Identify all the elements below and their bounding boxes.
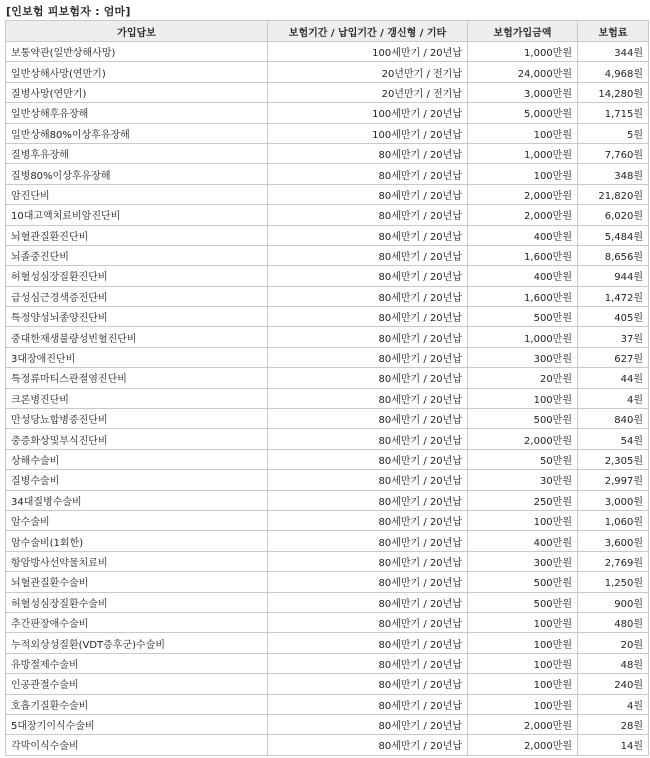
amount-cell: 30만원 bbox=[468, 470, 578, 490]
premium-cell: 3,000원 bbox=[578, 490, 649, 510]
period-cell: 80세만기 / 20년납 bbox=[268, 205, 468, 225]
coverage-name-cell: 추간판장애수술비 bbox=[6, 612, 268, 632]
premium-cell: 21,820원 bbox=[578, 184, 649, 204]
amount-cell: 3,000만원 bbox=[468, 82, 578, 102]
premium-cell: 4원 bbox=[578, 388, 649, 408]
premium-cell: 1,715원 bbox=[578, 103, 649, 123]
period-cell: 80세만기 / 20년납 bbox=[268, 164, 468, 184]
table-row bbox=[6, 225, 649, 245]
table-row bbox=[6, 143, 649, 163]
premium-cell: 37원 bbox=[578, 327, 649, 347]
period-cell: 80세만기 / 20년납 bbox=[268, 612, 468, 632]
premium-cell: 28원 bbox=[578, 714, 649, 734]
period-cell: 80세만기 / 20년납 bbox=[268, 592, 468, 612]
amount-cell: 2,000만원 bbox=[468, 205, 578, 225]
period-cell: 80세만기 / 20년납 bbox=[268, 266, 468, 286]
amount-cell: 1,000만원 bbox=[468, 143, 578, 163]
amount-cell: 1,600만원 bbox=[468, 286, 578, 306]
premium-cell: 240원 bbox=[578, 674, 649, 694]
premium-cell: 5,484원 bbox=[578, 225, 649, 245]
amount-cell: 1,000만원 bbox=[468, 42, 578, 62]
premium-cell: 627원 bbox=[578, 347, 649, 367]
premium-cell: 8,656원 bbox=[578, 245, 649, 265]
table-row bbox=[6, 245, 649, 265]
premium-cell: 840원 bbox=[578, 409, 649, 429]
premium-cell: 3,600원 bbox=[578, 531, 649, 551]
premium-cell: 2,769원 bbox=[578, 551, 649, 571]
table-row bbox=[6, 205, 649, 225]
period-cell: 80세만기 / 20년납 bbox=[268, 653, 468, 673]
period-cell: 80세만기 / 20년납 bbox=[268, 327, 468, 347]
period-cell: 80세만기 / 20년납 bbox=[268, 551, 468, 571]
coverage-name-cell: 항암방사선약물치료비 bbox=[6, 551, 268, 571]
premium-cell: 14원 bbox=[578, 735, 649, 755]
amount-cell: 100만원 bbox=[468, 510, 578, 530]
coverage-name-cell: 질병수술비 bbox=[6, 470, 268, 490]
period-cell: 100세만기 / 20년납 bbox=[268, 103, 468, 123]
table-row bbox=[6, 409, 649, 429]
premium-cell: 405원 bbox=[578, 307, 649, 327]
coverage-name-cell: 질병80%이상후유장해 bbox=[6, 164, 268, 184]
table-row bbox=[6, 347, 649, 367]
premium-cell: 6,020원 bbox=[578, 205, 649, 225]
coverage-name-cell: 일반상해후유장해 bbox=[6, 103, 268, 123]
coverage-name-cell: 뇌혈관질환진단비 bbox=[6, 225, 268, 245]
amount-cell: 500만원 bbox=[468, 409, 578, 429]
table-row bbox=[6, 184, 649, 204]
period-cell: 80세만기 / 20년납 bbox=[268, 674, 468, 694]
coverage-name-cell: 상해수술비 bbox=[6, 449, 268, 469]
table-body bbox=[6, 42, 649, 756]
coverage-name-cell: 특정양성뇌종양진단비 bbox=[6, 307, 268, 327]
amount-cell: 300만원 bbox=[468, 551, 578, 571]
amount-cell: 2,000만원 bbox=[468, 429, 578, 449]
premium-cell: 1,060원 bbox=[578, 510, 649, 530]
premium-cell: 900원 bbox=[578, 592, 649, 612]
period-cell: 80세만기 / 20년납 bbox=[268, 714, 468, 734]
amount-cell: 400만원 bbox=[468, 531, 578, 551]
amount-cell: 2,000만원 bbox=[468, 714, 578, 734]
amount-cell: 100만원 bbox=[468, 164, 578, 184]
period-cell: 80세만기 / 20년납 bbox=[268, 245, 468, 265]
coverage-name-cell: 일반상해80%이상후유장해 bbox=[6, 123, 268, 143]
period-cell: 80세만기 / 20년납 bbox=[268, 694, 468, 714]
table-row bbox=[6, 123, 649, 143]
table-row bbox=[6, 103, 649, 123]
period-cell: 20년만기 / 전기납 bbox=[268, 62, 468, 82]
table-row bbox=[6, 633, 649, 653]
period-cell: 80세만기 / 20년납 bbox=[268, 225, 468, 245]
page-title: [인보험 피보험자 : 엄마] bbox=[6, 5, 131, 18]
coverage-name-cell: 특정류마티스관절염진단비 bbox=[6, 368, 268, 388]
table-row bbox=[6, 286, 649, 306]
premium-cell: 4원 bbox=[578, 694, 649, 714]
coverage-name-cell: 누적외상성질환(VDT증후군)수술비 bbox=[6, 633, 268, 653]
premium-cell: 2,997원 bbox=[578, 470, 649, 490]
premium-cell: 54원 bbox=[578, 429, 649, 449]
table-row bbox=[6, 735, 649, 755]
premium-cell: 348원 bbox=[578, 164, 649, 184]
header-period: 보험기간 / 납입기간 / 갱신형 / 기타 bbox=[268, 21, 468, 42]
coverage-name-cell: 인공관절수술비 bbox=[6, 674, 268, 694]
amount-cell: 300만원 bbox=[468, 347, 578, 367]
amount-cell: 20만원 bbox=[468, 368, 578, 388]
amount-cell: 100만원 bbox=[468, 674, 578, 694]
amount-cell: 400만원 bbox=[468, 266, 578, 286]
amount-cell: 24,000만원 bbox=[468, 62, 578, 82]
table-row bbox=[6, 62, 649, 82]
premium-cell: 1,250원 bbox=[578, 572, 649, 592]
coverage-name-cell: 크론병진단비 bbox=[6, 388, 268, 408]
amount-cell: 100만원 bbox=[468, 653, 578, 673]
period-cell: 80세만기 / 20년납 bbox=[268, 531, 468, 551]
coverage-name-cell: 허혈성심장질환수술비 bbox=[6, 592, 268, 612]
amount-cell: 500만원 bbox=[468, 307, 578, 327]
premium-cell: 5원 bbox=[578, 123, 649, 143]
coverage-name-cell: 허혈성심장질환진단비 bbox=[6, 266, 268, 286]
coverage-name-cell: 만성당뇨합병증진단비 bbox=[6, 409, 268, 429]
period-cell: 80세만기 / 20년납 bbox=[268, 470, 468, 490]
coverage-name-cell: 중대한재생불량성빈혈진단비 bbox=[6, 327, 268, 347]
amount-cell: 100만원 bbox=[468, 633, 578, 653]
coverage-name-cell: 일반상해사망(연만기) bbox=[6, 62, 268, 82]
period-cell: 80세만기 / 20년납 bbox=[268, 184, 468, 204]
coverage-name-cell: 뇌혈관질환수술비 bbox=[6, 572, 268, 592]
table-row bbox=[6, 694, 649, 714]
coverage-name-cell: 유방절제수술비 bbox=[6, 653, 268, 673]
amount-cell: 50만원 bbox=[468, 449, 578, 469]
header-coverage: 가입담보 bbox=[6, 21, 268, 42]
coverage-name-cell: 호흡기질환수술비 bbox=[6, 694, 268, 714]
amount-cell: 2,000만원 bbox=[468, 735, 578, 755]
premium-cell: 14,280원 bbox=[578, 82, 649, 102]
table-row bbox=[6, 388, 649, 408]
period-cell: 20년만기 / 전기납 bbox=[268, 82, 468, 102]
coverage-name-cell: 보통약관(일반상해사망) bbox=[6, 42, 268, 62]
premium-cell: 7,760원 bbox=[578, 143, 649, 163]
period-cell: 80세만기 / 20년납 bbox=[268, 286, 468, 306]
coverage-name-cell: 암진단비 bbox=[6, 184, 268, 204]
table-row bbox=[6, 612, 649, 632]
premium-cell: 4,968원 bbox=[578, 62, 649, 82]
coverage-name-cell: 암수술비(1회한) bbox=[6, 531, 268, 551]
period-cell: 80세만기 / 20년납 bbox=[268, 449, 468, 469]
table-row bbox=[6, 490, 649, 510]
table-row bbox=[6, 572, 649, 592]
period-cell: 80세만기 / 20년납 bbox=[268, 633, 468, 653]
header-amount: 보험가입금액 bbox=[468, 21, 578, 42]
premium-cell: 2,305원 bbox=[578, 449, 649, 469]
period-cell: 80세만기 / 20년납 bbox=[268, 735, 468, 755]
period-cell: 80세만기 / 20년납 bbox=[268, 143, 468, 163]
period-cell: 80세만기 / 20년납 bbox=[268, 572, 468, 592]
table-row bbox=[6, 531, 649, 551]
amount-cell: 100만원 bbox=[468, 388, 578, 408]
coverage-table bbox=[5, 20, 649, 756]
period-cell: 100세만기 / 20년납 bbox=[268, 123, 468, 143]
period-cell: 80세만기 / 20년납 bbox=[268, 368, 468, 388]
period-cell: 80세만기 / 20년납 bbox=[268, 388, 468, 408]
period-cell: 80세만기 / 20년납 bbox=[268, 490, 468, 510]
premium-cell: 44원 bbox=[578, 368, 649, 388]
coverage-name-cell: 암수술비 bbox=[6, 510, 268, 530]
period-cell: 80세만기 / 20년납 bbox=[268, 347, 468, 367]
period-cell: 100세만기 / 20년납 bbox=[268, 42, 468, 62]
coverage-name-cell: 3대장애진단비 bbox=[6, 347, 268, 367]
coverage-name-cell: 질병사망(연만기) bbox=[6, 82, 268, 102]
table-row bbox=[6, 592, 649, 612]
coverage-name-cell: 뇌졸중진단비 bbox=[6, 245, 268, 265]
table-row bbox=[6, 551, 649, 571]
table-header-row bbox=[6, 21, 649, 42]
amount-cell: 100만원 bbox=[468, 694, 578, 714]
amount-cell: 2,000만원 bbox=[468, 184, 578, 204]
premium-cell: 20원 bbox=[578, 633, 649, 653]
amount-cell: 400만원 bbox=[468, 225, 578, 245]
table-row bbox=[6, 714, 649, 734]
coverage-name-cell: 34대질병수술비 bbox=[6, 490, 268, 510]
table-row bbox=[6, 429, 649, 449]
table-row bbox=[6, 653, 649, 673]
period-cell: 80세만기 / 20년납 bbox=[268, 409, 468, 429]
coverage-name-cell: 급성심근경색증진단비 bbox=[6, 286, 268, 306]
coverage-name-cell: 5대장기이식수술비 bbox=[6, 714, 268, 734]
table-row bbox=[6, 449, 649, 469]
coverage-name-cell: 10대고액치료비암진단비 bbox=[6, 205, 268, 225]
table-row bbox=[6, 674, 649, 694]
table-row bbox=[6, 510, 649, 530]
amount-cell: 5,000만원 bbox=[468, 103, 578, 123]
period-cell: 80세만기 / 20년납 bbox=[268, 510, 468, 530]
premium-cell: 480원 bbox=[578, 612, 649, 632]
table-row bbox=[6, 266, 649, 286]
amount-cell: 1,000만원 bbox=[468, 327, 578, 347]
table-row bbox=[6, 307, 649, 327]
table-row bbox=[6, 82, 649, 102]
table-row bbox=[6, 42, 649, 62]
amount-cell: 100만원 bbox=[468, 612, 578, 632]
table-row bbox=[6, 368, 649, 388]
premium-cell: 344원 bbox=[578, 42, 649, 62]
amount-cell: 250만원 bbox=[468, 490, 578, 510]
amount-cell: 500만원 bbox=[468, 592, 578, 612]
premium-cell: 48원 bbox=[578, 653, 649, 673]
table-row bbox=[6, 164, 649, 184]
coverage-name-cell: 질병후유장해 bbox=[6, 143, 268, 163]
coverage-name-cell: 중증화상및부식진단비 bbox=[6, 429, 268, 449]
table-row bbox=[6, 470, 649, 490]
premium-cell: 1,472원 bbox=[578, 286, 649, 306]
amount-cell: 1,600만원 bbox=[468, 245, 578, 265]
amount-cell: 500만원 bbox=[468, 572, 578, 592]
period-cell: 80세만기 / 20년납 bbox=[268, 307, 468, 327]
amount-cell: 100만원 bbox=[468, 123, 578, 143]
table-row bbox=[6, 327, 649, 347]
premium-cell: 944원 bbox=[578, 266, 649, 286]
period-cell: 80세만기 / 20년납 bbox=[268, 429, 468, 449]
header-premium: 보험료 bbox=[578, 21, 649, 42]
coverage-name-cell: 각막이식수술비 bbox=[6, 735, 268, 755]
